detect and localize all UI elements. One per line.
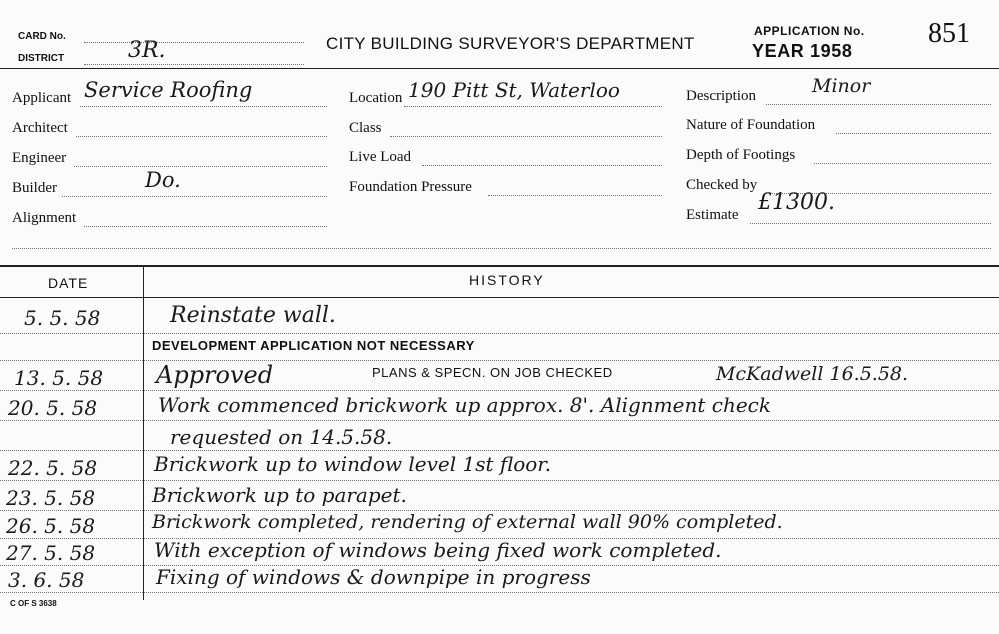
department-title: CITY BUILDING SURVEYOR'S DEPARTMENT xyxy=(326,34,695,53)
alignment-label: Alignment xyxy=(12,210,77,226)
applicant-line xyxy=(80,106,327,107)
engineer-line xyxy=(74,166,327,167)
row-text: Brickwork up to parapet. xyxy=(152,483,407,507)
row-line xyxy=(0,450,999,451)
location-value: 190 Pitt St, Waterloo xyxy=(408,78,620,102)
row-line xyxy=(0,390,999,391)
row-text: With exception of windows being fixed work completed. xyxy=(154,538,722,562)
applicant-label: Applicant xyxy=(12,90,72,106)
row-date: 26. 5. 58 xyxy=(6,514,96,538)
description-line xyxy=(766,104,991,105)
year-label: YEAR 1958 xyxy=(752,41,853,61)
location-label: Location xyxy=(349,90,403,106)
table-header-rule xyxy=(0,297,999,298)
application-number: 851 xyxy=(928,18,970,49)
row-text: Brickwork up to window level 1st floor. xyxy=(154,452,552,476)
builder-line xyxy=(62,196,327,197)
builder-value: Do. xyxy=(145,168,181,192)
row-text: Work commenced brickwork up approx. 8'. Alignment check xyxy=(158,393,771,417)
row-line xyxy=(0,360,999,361)
engineer-label: Engineer xyxy=(12,150,67,166)
row-text: Approved xyxy=(156,361,274,389)
alignment-line xyxy=(84,226,327,227)
row-line xyxy=(0,480,999,481)
nature-of-foundation-label: Nature of Foundation xyxy=(686,117,816,133)
foundation-pressure-label: Foundation Pressure xyxy=(349,179,472,195)
builder-label: Builder xyxy=(12,180,57,196)
row-date: 23. 5. 58 xyxy=(6,486,96,510)
district-value: 3R. xyxy=(128,38,166,63)
description-value: Minor xyxy=(812,75,871,97)
estimate-label: Estimate xyxy=(686,207,739,223)
history-header: HISTORY xyxy=(469,272,545,288)
live-load-label: Live Load xyxy=(349,149,412,165)
row-line xyxy=(0,420,999,421)
form-code: C OF S 3638 xyxy=(10,599,57,608)
row-date: 20. 5. 58 xyxy=(8,396,98,420)
row-date: 22. 5. 58 xyxy=(8,456,98,480)
development-stamp: DEVELOPMENT APPLICATION NOT NECESSARY xyxy=(152,338,475,353)
row-text: Brickwork completed, rendering of external wall 90% completed. xyxy=(152,511,783,533)
district-label: DISTRICT xyxy=(18,53,65,64)
card-no-line xyxy=(84,42,304,43)
card-no-label: CARD No. xyxy=(18,31,66,42)
estimate-value: £1300. xyxy=(758,190,835,215)
plans-checked-stamp: PLANS & SPECN. ON JOB CHECKED xyxy=(372,365,613,380)
row-text: requested on 14.5.58. xyxy=(170,425,393,449)
description-label: Description xyxy=(686,88,756,104)
depth-of-footings-line xyxy=(814,163,991,164)
row-text: Fixing of windows & downpipe in progress xyxy=(156,565,591,589)
row-text: Reinstate wall. xyxy=(170,303,336,328)
row-line xyxy=(0,333,999,334)
header-rule xyxy=(0,68,999,69)
architect-line xyxy=(76,136,327,137)
depth-of-footings-label: Depth of Footings xyxy=(686,147,796,163)
applicant-value: Service Roofing xyxy=(84,78,253,102)
row-date: 27. 5. 58 xyxy=(6,541,96,565)
foundation-pressure-line xyxy=(488,195,662,196)
extra-line xyxy=(12,248,991,249)
row-date: 3. 6. 58 xyxy=(8,568,85,592)
row-line xyxy=(0,592,999,593)
class-label: Class xyxy=(349,120,382,136)
application-no-label: APPLICATION No. xyxy=(754,24,865,38)
district-line xyxy=(84,64,304,65)
table-top-rule xyxy=(0,265,999,267)
location-line xyxy=(404,106,662,107)
row-signature: McKadwell 16.5.58. xyxy=(716,363,909,385)
date-column-divider xyxy=(143,265,144,600)
row-date: 5. 5. 58 xyxy=(24,306,101,330)
live-load-line xyxy=(422,165,662,166)
nature-of-foundation-line xyxy=(836,133,991,134)
estimate-line xyxy=(750,223,991,224)
class-line xyxy=(390,136,662,137)
architect-label: Architect xyxy=(12,120,68,136)
date-header: DATE xyxy=(48,275,89,291)
checked-by-label: Checked by xyxy=(686,177,758,193)
row-date: 13. 5. 58 xyxy=(14,366,104,390)
